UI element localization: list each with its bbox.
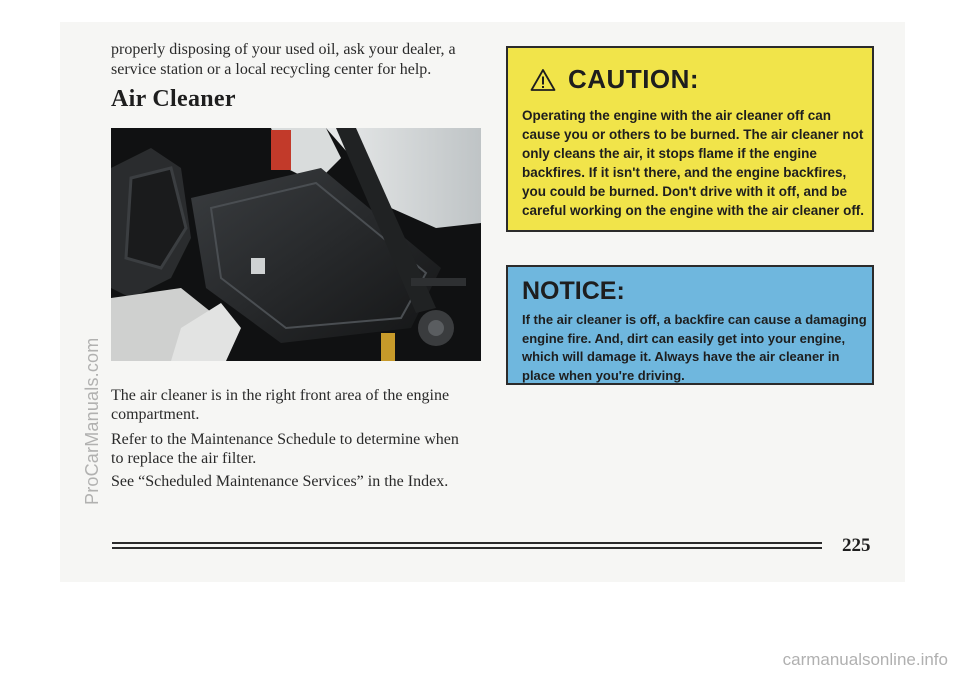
- notice-box: [506, 265, 874, 385]
- notice-title: NOTICE:: [522, 277, 625, 305]
- paragraph-location: The air cleaner is in the right front area of the engine compartment.: [111, 387, 450, 423]
- caution-header: [530, 64, 699, 95]
- watermark-carmanualsonline: carmanualsonline.info: [782, 650, 948, 669]
- page-number: 225: [842, 535, 871, 556]
- caution-title: CAUTION:: [568, 64, 700, 94]
- paragraph-index-reference: See “Scheduled Maintenance Services” in the Index.: [111, 473, 449, 490]
- warning-triangle-icon: [530, 68, 556, 92]
- paragraph-maintenance: Refer to the Maintenance Schedule to determine when to replace the air filter.: [111, 431, 459, 467]
- engine-photo: [111, 128, 481, 361]
- footer-rule-top: [112, 542, 822, 544]
- intro-paragraph: properly disposing of your used oil, ask your dealer, a service station or a local recycling center for help.: [111, 41, 456, 78]
- footer-rule-bottom: [112, 547, 822, 549]
- notice-body: If the air cleaner is off, a backfire can cause a damaging engine fire. And, dirt can easily get into your engine, which will damage it. Always have the air cleaner in place when you're driving.: [522, 312, 867, 383]
- section-title: Air Cleaner: [111, 86, 236, 112]
- caution-body: Operating the engine with the air cleaner off can cause you or others to be burned. The air cleaner not only cleans the air, it stops flame if the engine backfires. If it isn't there, and the engine backfires, you could be burned. Don't drive with it off, and be careful working on the engine with the air cleaner off.: [522, 108, 865, 218]
- watermark-procarmanuals: ProCarManuals.com: [82, 337, 102, 505]
- engine-photo-illustration: [111, 128, 481, 361]
- caution-box: [506, 46, 874, 232]
